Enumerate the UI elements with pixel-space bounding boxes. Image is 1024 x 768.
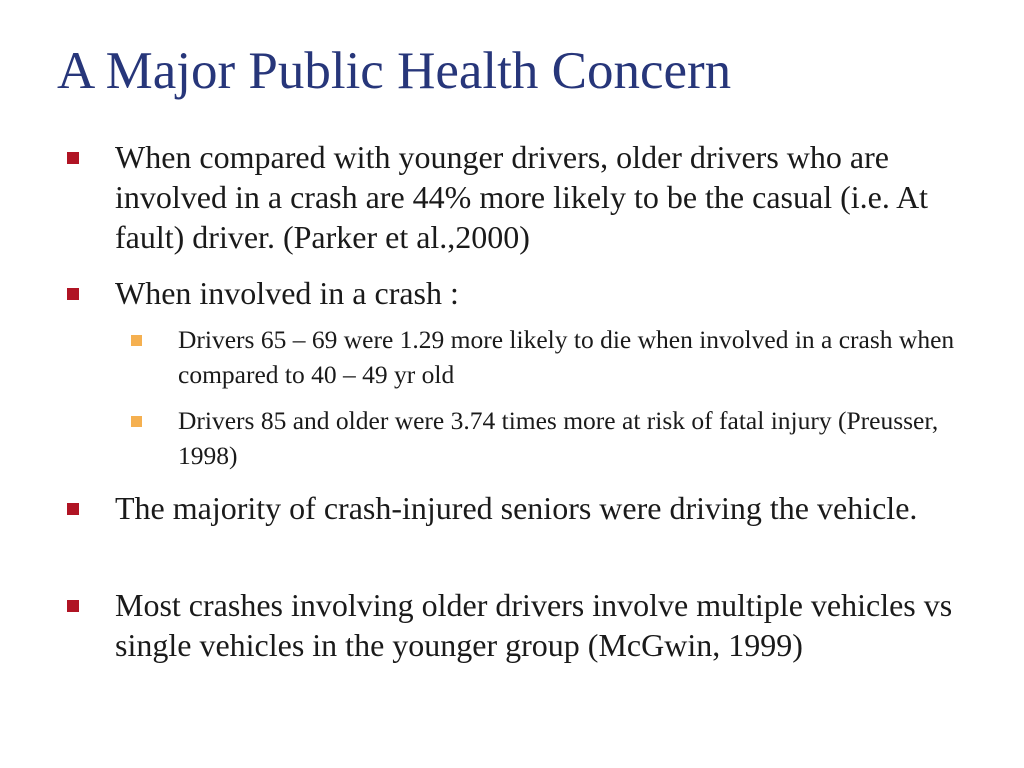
square-bullet-icon xyxy=(131,335,142,346)
bullet-text: When compared with younger drivers, older drivers who are involved in a crash are 44% more likely to be the casual (i.e. At fault) driver. (Parker et al.,2000) xyxy=(115,139,929,255)
bullet-text: Most crashes involving older drivers involve multiple vehicles vs single vehicles in the younger group (McGwin, 1999) xyxy=(115,587,953,663)
square-bullet-icon xyxy=(67,152,79,164)
bullet-text: The majority of crash-injured seniors were driving the vehicle. xyxy=(115,490,918,526)
bullet-text: When involved in a crash : xyxy=(115,275,459,311)
sub-bullet-item xyxy=(178,403,978,473)
square-bullet-icon xyxy=(67,503,79,515)
square-bullet-icon xyxy=(67,600,79,612)
bullet-item xyxy=(115,585,995,665)
slide-title: A Major Public Health Concern xyxy=(57,42,732,100)
square-bullet-icon xyxy=(67,288,79,300)
sub-bullet-item xyxy=(178,322,958,392)
bullet-item xyxy=(115,488,995,528)
sub-bullet-text: Drivers 85 and older were 3.74 times more at risk of fatal injury (Preusser, 1998) xyxy=(178,406,939,470)
bullet-item xyxy=(115,273,995,313)
bullet-item xyxy=(115,137,995,257)
square-bullet-icon xyxy=(131,416,142,427)
sub-bullet-text: Drivers 65 – 69 were 1.29 more likely to die when involved in a crash when compared to 40 – 49 yr old xyxy=(178,325,955,389)
